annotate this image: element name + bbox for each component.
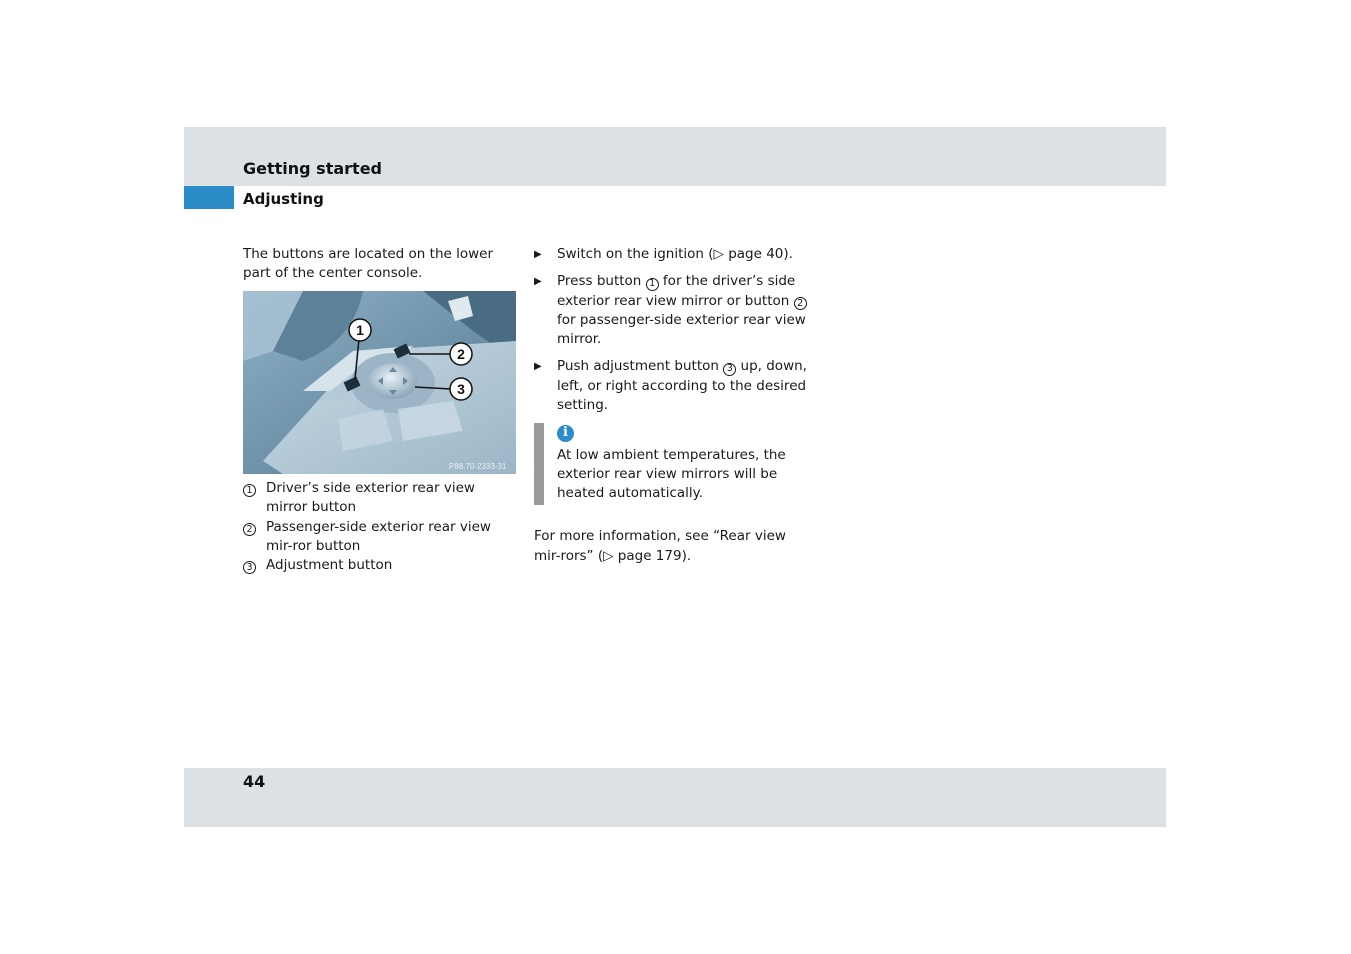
info-icon: i <box>557 425 574 442</box>
note-bar <box>534 423 544 505</box>
legend-text-3: Adjustment button <box>266 557 393 574</box>
more-info-text-b: page 179). <box>613 547 692 564</box>
legend-item <box>243 479 518 518</box>
legend-item <box>243 518 518 557</box>
instructions-column <box>534 245 809 566</box>
step2-text-a: Press button <box>557 273 646 290</box>
step-press-button <box>534 272 809 349</box>
step2-number-1: 1 <box>646 278 659 291</box>
step3-text-b: up, down, left, or right according to the desired setting. <box>557 358 807 414</box>
step2-text-c: for passenger-side exterior rear view mirror. <box>557 311 806 348</box>
photo-callout-1: 1 <box>356 322 364 338</box>
legend-number-2: 2 <box>243 523 256 536</box>
photo-callout-2: 2 <box>457 346 465 362</box>
section-marker <box>184 186 234 209</box>
step2-number-2: 2 <box>794 297 807 310</box>
more-info-text <box>534 527 809 566</box>
photo-legend <box>243 479 518 575</box>
legend-item <box>243 556 518 575</box>
page-ref-arrow-icon: ▷ <box>603 547 614 564</box>
page-ref-arrow-icon: ▷ <box>713 246 724 262</box>
more-info-text-a: For more information, see “Rear view mir-rors” ( <box>534 528 786 564</box>
footer-band <box>184 768 1166 827</box>
photo-callout-3: 3 <box>457 381 465 397</box>
step1-text-b: page 40). <box>723 246 793 262</box>
legend-text-2: Passenger-side exterior rear view mir-ror button <box>266 518 491 554</box>
info-note <box>534 423 809 505</box>
step3-number-3: 3 <box>723 363 736 376</box>
bullet-arrow-icon: ▶ <box>534 361 542 373</box>
center-console-photo <box>243 291 516 474</box>
photo-reference-code: P88.70-2333-31 <box>449 462 507 471</box>
page-number: 44 <box>243 772 266 791</box>
bullet-arrow-icon: ▶ <box>534 249 542 260</box>
legend-number-1: 1 <box>243 484 256 497</box>
legend-number-3: 3 <box>243 561 256 574</box>
legend-text-1: Driver’s side exterior rear view mirror button <box>266 480 475 516</box>
step-push-adjustment <box>534 357 809 415</box>
intro-text: The buttons are located on the lower part of the center console. <box>243 246 494 282</box>
chapter-title: Getting started <box>243 159 382 178</box>
step1-text-a: Switch on the ignition ( <box>557 246 714 262</box>
step-ignition <box>534 245 809 264</box>
bullet-arrow-icon: ▶ <box>534 276 542 288</box>
note-text: At low ambient temperatures, the exterior rear view mirrors will be heated automatically. <box>557 446 786 502</box>
step2-text-b: for the driver’s side exterior rear view mirror or button <box>557 273 796 309</box>
section-title: Adjusting <box>243 190 324 208</box>
step3-text-a: Push adjustment button <box>557 358 724 375</box>
